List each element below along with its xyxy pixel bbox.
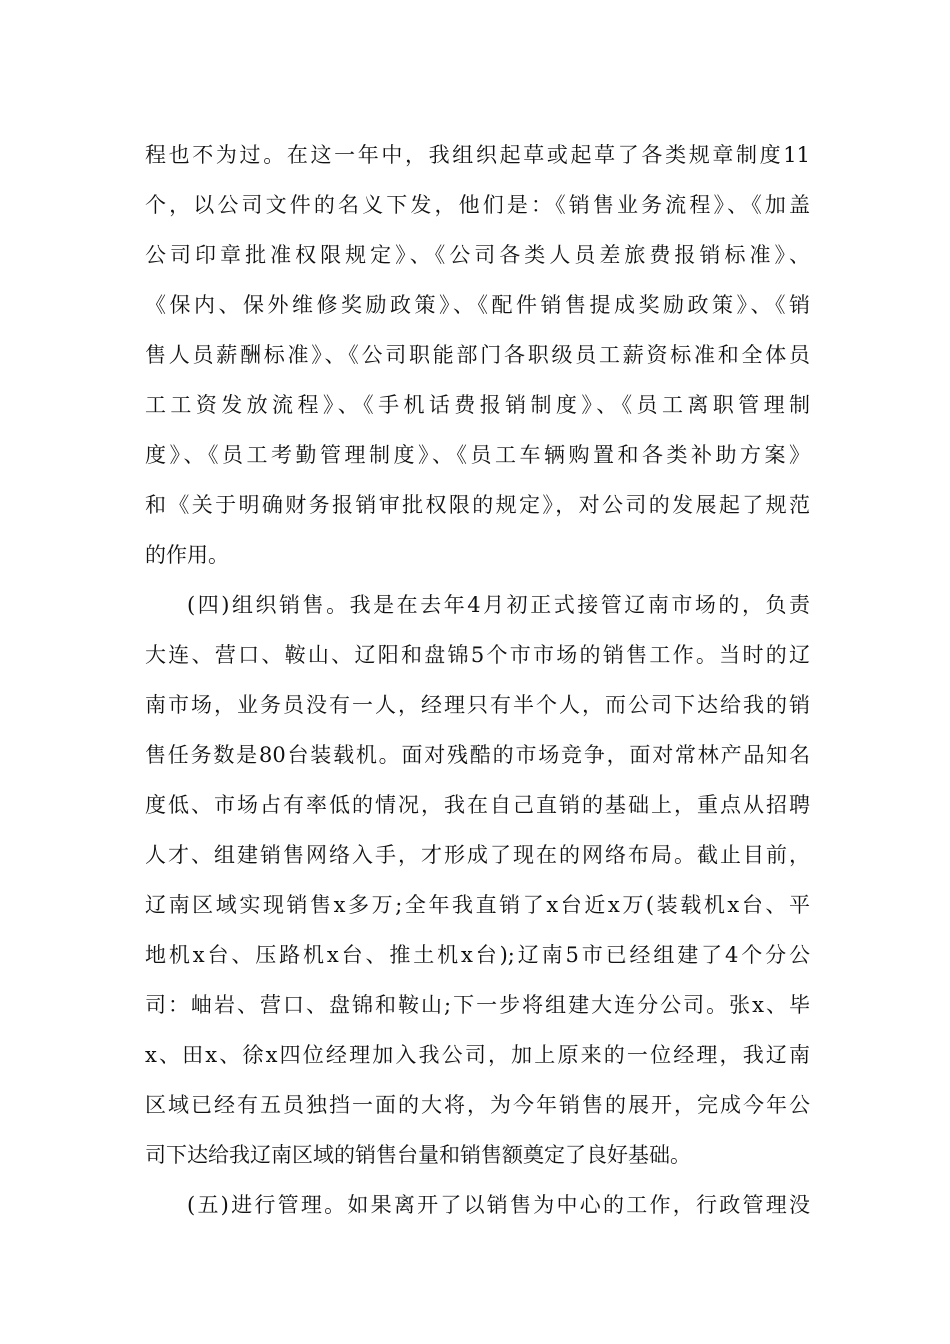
text-line: 《保内、保外维修奖励政策》、《配件销售提成奖励政策》、《销 xyxy=(145,293,810,317)
text-line: 和《关于明确财务报销审批权限的规定》，对公司的发展起了规范 xyxy=(145,493,810,517)
text-line: 地机x台、压路机x台、推土机x台);辽南5市已经组建了4个分公 xyxy=(145,943,810,967)
text-line: 区域已经有五员独挡一面的大将，为今年销售的展开，完成今年公 xyxy=(145,1093,810,1117)
text-line: 售任务数是80台装载机。面对残酷的市场竞争，面对常林产品知名 xyxy=(145,743,810,767)
text-line: (五)进行管理。如果离开了以销售为中心的工作，行政管理没 xyxy=(187,1193,810,1217)
text-line: 度》、《员工考勤管理制度》、《员工车辆购置和各类补助方案》 xyxy=(145,443,810,467)
body-text xyxy=(145,130,810,1230)
text-line: x、田x、徐x四位经理加入我公司，加上原来的一位经理，我辽南 xyxy=(145,1043,810,1067)
text-line: 个，以公司文件的名义下发，他们是：《销售业务流程》、《加盖 xyxy=(145,193,810,217)
text-line: 辽南区域实现销售x多万;全年我直销了x台近x万(装载机x台、平 xyxy=(145,893,810,917)
text-line: 程也不为过。在这一年中，我组织起草或起草了各类规章制度11 xyxy=(145,143,810,167)
text-line: 的作用。 xyxy=(145,543,229,567)
text-line: (四)组织销售。我是在去年4月初正式接管辽南市场的，负责 xyxy=(187,593,810,617)
text-line: 度低、市场占有率低的情况，我在自己直销的基础上，重点从招聘 xyxy=(145,793,810,817)
text-line: 工工资发放流程》、《手机话费报销制度》、《员工离职管理制 xyxy=(145,393,810,417)
text-line: 售人员薪酬标准》、《公司职能部门各职级员工薪资标准和全体员 xyxy=(145,343,810,367)
text-line: 公司印章批准权限规定》、《公司各类人员差旅费报销标准》、 xyxy=(145,243,810,267)
text-line: 大连、营口、鞍山、辽阳和盘锦5个市市场的销售工作。当时的辽 xyxy=(145,643,810,667)
text-line: 司下达给我辽南区域的销售台量和销售额奠定了良好基础。 xyxy=(145,1143,691,1167)
text-line: 司：岫岩、营口、盘锦和鞍山;下一步将组建大连分公司。张x、毕 xyxy=(145,993,810,1017)
text-line: 南市场，业务员没有一人，经理只有半个人，而公司下达给我的销 xyxy=(145,693,810,717)
text-line: 人才、组建销售网络入手，才形成了现在的网络布局。截止目前， xyxy=(145,843,810,867)
